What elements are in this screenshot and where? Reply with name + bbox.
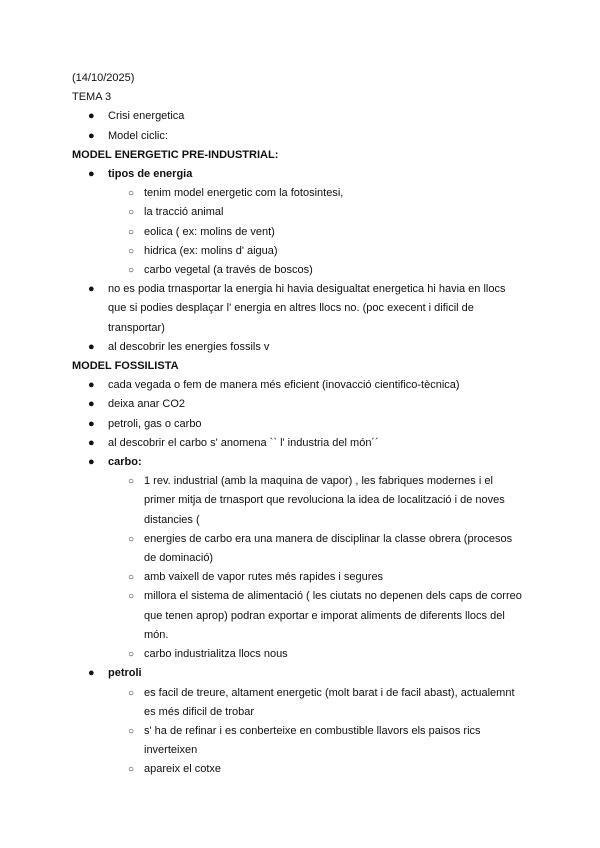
list-item: ● cada vegada o fem de manera més eficient (inovacció cientifico-tècnica) [72, 376, 542, 395]
circle-bullet-icon: ○ [128, 649, 135, 661]
sub-list-item: ○ s' ha de refinar i es conberteixe en combustible llavors els paisos rics inverteixen [72, 722, 542, 760]
notes-body [72, 69, 542, 780]
preindustrial-list [72, 165, 542, 357]
bullet-icon: ● [88, 129, 95, 142]
sub-list-item: ○ carbo vegetal (a través de boscos) [72, 261, 542, 280]
circle-bullet-icon: ○ [128, 188, 135, 200]
sub-list-item: ○ amb vaixell de vapor rutes més rapides i segures [72, 568, 542, 587]
bullet-icon: ● [88, 110, 95, 123]
sub-list-item: ○ la tracció animal [72, 203, 542, 222]
bullet-icon: ● [88, 456, 95, 469]
sub-list-item: ○ hidrica (ex: molins d' aigua) [72, 242, 542, 261]
list-item: ● petroli, gas o carbo [72, 415, 542, 434]
section-heading-fossilista: MODEL FOSSILISTA [72, 360, 179, 373]
bullet-icon: ● [88, 436, 95, 449]
sub-list-item: ○ tenim model energetic com la fotosintesi, [72, 184, 542, 203]
list-item: ● Crisi energetica [72, 107, 542, 126]
sub-list-item: ○ millora el sistema de alimentació ( les ciutats no depenen dels caps de correo que tenen aprop) podran exportar e imporat aliments de diferents llocs del món. [72, 587, 542, 645]
sub-list-item: ○ energies de carbo era una manera de disciplinar la classe obrera (procesos de dominació) [72, 530, 542, 568]
bullet-icon: ● [88, 168, 95, 181]
circle-bullet-icon: ○ [128, 687, 135, 699]
bullet-icon: ● [88, 417, 95, 430]
list-item: ● Model ciclic: [72, 127, 542, 146]
circle-bullet-icon: ○ [128, 245, 135, 257]
fossilista-list [72, 376, 542, 779]
sub-list-item: ○ es facil de treure, altament energetic (molt barat i de facil abast), actualemnt es més dificil de trobar [72, 684, 542, 722]
list-item: ● no es podia trnasportar la energia hi havia desigualtat energetica hi havia en llocs que si podies desplaçar l' energia en altres llocs no. (poc execent i dificil de transportar) [72, 280, 542, 338]
section-heading-preindustrial: MODEL ENERGETIC PRE-INDUSTRIAL: [72, 148, 279, 161]
sub-list-item: ○ eolica ( ex: molins de vent) [72, 223, 542, 242]
bullet-icon: ● [88, 340, 95, 353]
list-item: ● al descobrir les energies fossils v [72, 338, 542, 357]
sub-list-item: ○ carbo industrialitza llocs nous [72, 645, 542, 664]
circle-bullet-icon: ○ [128, 572, 135, 584]
sub-list-item: ○ 1 rev. industrial (amb la maquina de vapor) , les fabriques modernes i el primer mitja de trnasport que revoluciona la idea de localització i de noves distancies ( [72, 472, 542, 530]
circle-bullet-icon: ○ [128, 476, 135, 488]
sub-list-item: ○ apareix el cotxe [72, 760, 542, 779]
list-item: ● al descobrir el carbo s' anomena `` l' industria del món´´ [72, 434, 542, 453]
circle-bullet-icon: ○ [128, 207, 135, 219]
list-item: ● deixa anar CO2 [72, 395, 542, 414]
bullet-icon: ● [88, 379, 95, 392]
circle-bullet-icon: ○ [128, 725, 135, 737]
circle-bullet-icon: ○ [128, 591, 135, 603]
list-item: ● carbo: [72, 453, 542, 472]
bullet-icon: ● [88, 283, 95, 296]
date-line: (14/10/2025) [72, 72, 135, 84]
circle-bullet-icon: ○ [128, 265, 135, 277]
bullet-icon: ● [88, 398, 95, 411]
bullet-icon: ● [88, 667, 95, 680]
circle-bullet-icon: ○ [128, 226, 135, 238]
list-item: ● petroli [72, 664, 542, 683]
intro-list [72, 107, 542, 145]
topic-line: TEMA 3 [72, 91, 112, 104]
circle-bullet-icon: ○ [128, 764, 135, 776]
circle-bullet-icon: ○ [128, 533, 135, 545]
list-item: ● tipos de energia [72, 165, 542, 184]
